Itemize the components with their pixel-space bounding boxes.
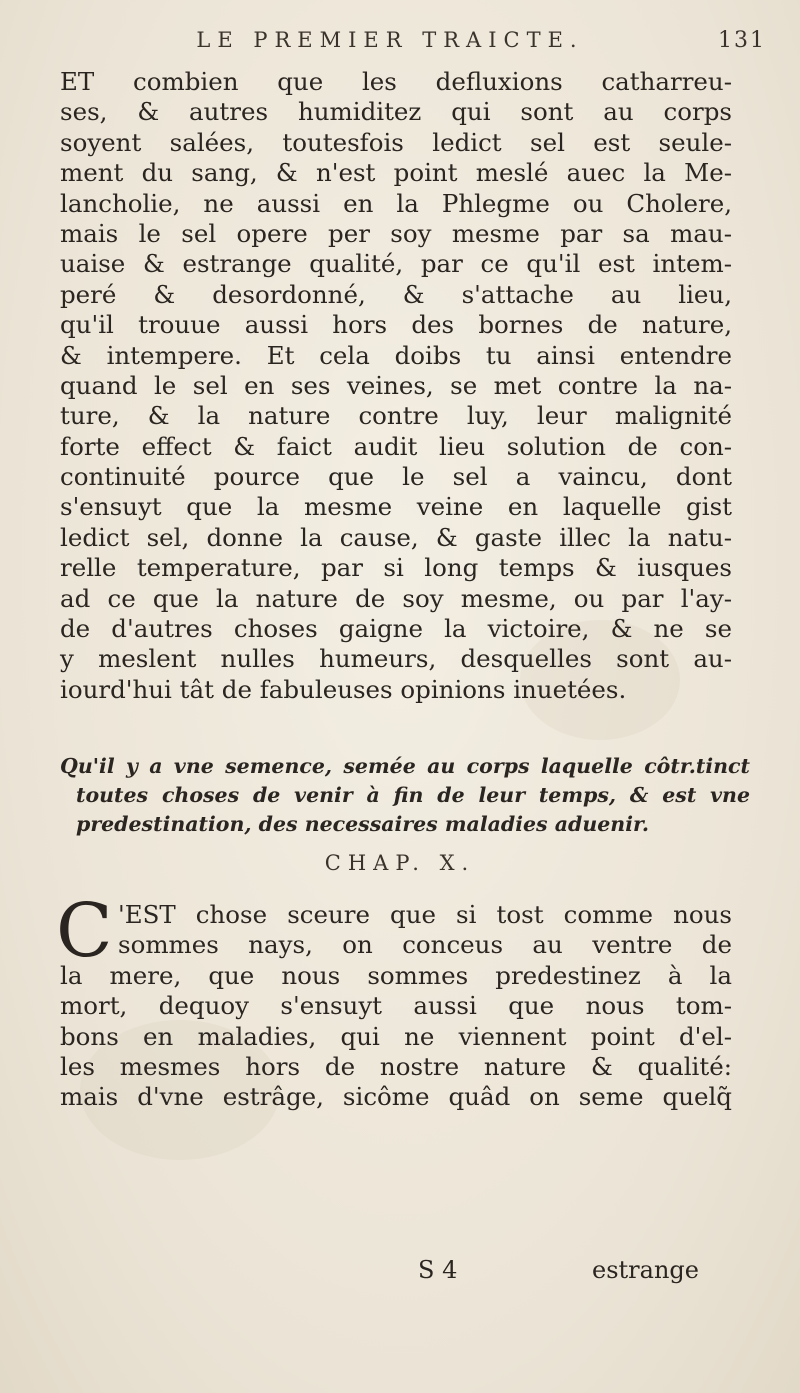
text-line: ture, & la nature contre luy, leur malignité [60, 401, 732, 431]
signature-mark: S 4 [418, 1256, 458, 1284]
text-line: y meslent nulles humeurs, desquelles sont au- [60, 644, 732, 674]
text-line: s'ensuyt que la mesme veine en laquelle gist [60, 492, 732, 522]
chapter-body [56, 888, 732, 1113]
text-line: lancholie, ne aussi en la Phlegme ou Cholere, [60, 188, 732, 218]
text-line: sommes nays, on conceus au ventre de [118, 930, 732, 960]
text-line: mort, dequoy s'ensuyt aussi que nous tom- [60, 991, 732, 1021]
page-number: 131 [718, 28, 766, 53]
text-line: & intempere. Et cela doibs tu ainsi entendre [60, 340, 732, 370]
text-line: ad ce que la nature de soy mesme, ou par l'ay- [60, 583, 732, 613]
text-line: ment du sang, & n'est point meslé auec la Me- [60, 158, 732, 188]
text-line: forte effect & faict audit lieu solution de con- [60, 431, 732, 461]
text-line: mais d'vne estrâge, sicôme quâd on seme quelq̃ [60, 1082, 732, 1112]
text-line: qu'il trouue aussi hors des bornes de nature, [60, 310, 732, 340]
chapter-title: CHAP. X. [324, 851, 476, 875]
text-line: ledict sel, donne la cause, & gaste illec la natu- [60, 522, 732, 552]
text-line: de d'autres choses gaigne la victoire, & ne se [60, 614, 732, 644]
heading-line: predestination, des necessaires maladies aduenir. [76, 812, 650, 836]
running-head: LE PREMIER TRAICTE. [196, 28, 584, 52]
text-line: la mere, que nous sommes predestinez à la [60, 960, 732, 990]
text-line: uaise & estrange qualité, par ce qu'il est intem- [60, 249, 732, 279]
drop-cap-initial: C [56, 888, 113, 974]
text-line: relle temperature, par si long temps & iusques [60, 553, 732, 583]
text-line: 'EST chose sceure que si tost comme nous [118, 900, 732, 929]
text-line: peré & desordonné, & s'attache au lieu, [60, 279, 732, 309]
body-text [60, 67, 732, 705]
section-heading [60, 752, 750, 839]
text-line: soyent salées, toutesfois ledict sel est seule- [60, 127, 732, 157]
text-line: ET combien que les defluxions catharreu- [60, 67, 732, 96]
text-line: mais le sel opere per soy mesme par sa mau- [60, 218, 732, 248]
text-line: bons en maladies, qui ne viennent point d'el- [60, 1021, 732, 1051]
text-line: iourd'hui tât de fabuleuses opinions inuetées. [60, 674, 627, 704]
text-line: continuité pource que le sel a vaincu, dont [60, 462, 732, 492]
heading-line: Qu'il y a vne semence, semée au corps laquelle côtr.tinct [60, 754, 750, 778]
text-line: ses, & autres humiditez qui sont au corps [60, 97, 732, 127]
heading-line: toutes choses de venir à fin de leur temps, & est vne [76, 783, 750, 807]
text-line: les mesmes hors de nostre nature & qualité: [60, 1051, 732, 1081]
text-line: quand le sel en ses veines, se met contre la na- [60, 370, 732, 400]
catchword: estrange [592, 1256, 699, 1284]
